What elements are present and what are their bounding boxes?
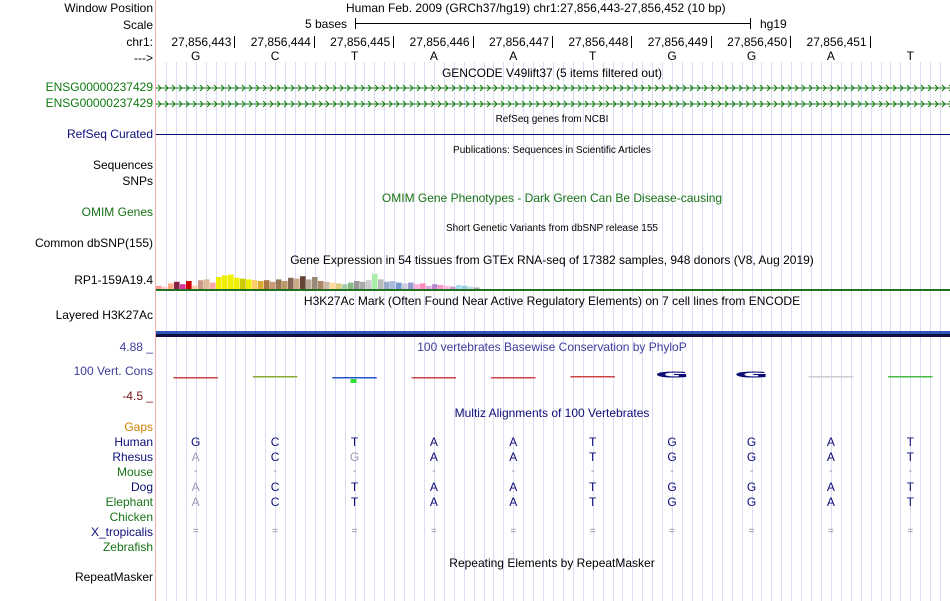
gencode-gene-label-1[interactable]: ENSG00000237429 <box>45 80 153 94</box>
multiz-aligned-base: A <box>509 480 518 494</box>
gtex-tissue-bar <box>336 283 342 289</box>
conservation-score-mark <box>491 377 535 379</box>
ruler-tick <box>552 36 553 48</box>
gtex-tissue-bar <box>384 282 390 289</box>
gtex-tissue-bar <box>402 283 408 289</box>
multiz-aligned-base: A <box>509 435 518 449</box>
gtex-tissue-bar <box>216 277 222 289</box>
multiz-aligned-base: = <box>669 526 676 537</box>
gtex-tissue-bar <box>168 283 174 289</box>
multiz-aligned-base: = <box>907 526 914 537</box>
ruler-position-label: 27,856,449 <box>647 35 708 49</box>
multiz-aligned-base: = <box>272 526 279 537</box>
multiz-aligned-base: T <box>589 435 597 449</box>
gtex-tissue-bar <box>414 284 420 289</box>
multiz-aligned-base: A <box>429 480 438 494</box>
multiz-aligned-base: C <box>270 495 280 509</box>
gtex-tissue-bar <box>396 283 402 289</box>
chrom-label: chr1: <box>126 35 153 49</box>
multiz-aligned-base: A <box>509 450 518 464</box>
gtex-tissue-bar <box>210 283 216 289</box>
multiz-aligned-base: - <box>829 466 833 477</box>
multiz-species-label: Chicken <box>109 510 153 524</box>
multiz-aligned-base: - <box>511 466 515 477</box>
ruler-position-label: 27,856,443 <box>171 35 232 49</box>
multiz-species-label: Elephant <box>105 495 153 509</box>
ruler-base: T <box>589 49 597 63</box>
multiz-aligned-base: A <box>826 495 835 509</box>
gtex-tissue-bar <box>192 286 198 289</box>
multiz-aligned-base: - <box>352 466 357 477</box>
gencode-gene-label-2[interactable]: ENSG00000237429 <box>45 96 153 110</box>
conservation-score-mark <box>888 376 932 378</box>
ruler-base: G <box>667 49 677 63</box>
multiz-aligned-base: = <box>827 526 834 537</box>
conservation-base-glyph: G <box>654 370 690 380</box>
conservation-track-title: 100 vertebrates Basewise Conservation by PhyloP <box>417 340 687 354</box>
scale-bar <box>355 23 751 24</box>
conservation-min-label: -4.5 _ <box>122 389 153 403</box>
omim-track-title: OMIM Gene Phenotypes - Dark Green Can Be Disease-causing <box>381 191 723 205</box>
multiz-aligned-base: A <box>429 435 438 449</box>
ruler-tick <box>393 36 394 48</box>
ruler-base: A <box>429 49 438 63</box>
multiz-aligned-base: T <box>350 480 359 494</box>
gtex-expression-bars[interactable] <box>156 268 950 292</box>
conservation-score-mark <box>253 376 297 378</box>
gencode-gene-features[interactable] <box>156 80 950 110</box>
gtex-tissue-bar <box>456 285 462 289</box>
gtex-tissue-bar <box>306 279 312 289</box>
multiz-species-label: X_tropicalis <box>90 525 153 539</box>
multiz-aligned-base: T <box>906 480 914 494</box>
repeatmasker-track-title: Repeating Elements by RepeatMasker <box>449 556 655 570</box>
gtex-tissue-bar <box>186 281 192 289</box>
ruler-tick <box>234 36 235 48</box>
multiz-aligned-base: C <box>270 435 280 449</box>
gtex-tissue-bar <box>450 287 456 289</box>
gtex-tissue-bar <box>354 281 360 289</box>
ruler-base: A <box>509 49 518 63</box>
gtex-baseline <box>156 289 950 291</box>
gtex-tissue-bar <box>300 276 306 289</box>
ruler-tick <box>870 36 871 48</box>
multiz-aligned-base: C <box>270 480 280 494</box>
gtex-tissue-bar <box>294 279 300 289</box>
multiz-species-label: Mouse <box>116 465 153 479</box>
omim-track-label[interactable]: OMIM Genes <box>81 205 153 219</box>
gtex-tissue-bar <box>264 280 270 289</box>
multiz-aligned-base: T <box>906 450 914 464</box>
refseq-track-label[interactable]: RefSeq Curated <box>66 127 153 141</box>
ruler-base: A <box>826 49 835 63</box>
publications-track-title: Publications: Sequences in Scientific Articles <box>453 145 651 156</box>
gtex-tissue-bar <box>324 282 330 289</box>
gtex-tissue-bar <box>444 286 450 289</box>
scale-text: 5 bases <box>305 17 348 31</box>
multiz-aligned-base: - <box>432 466 436 477</box>
gtex-tissue-bar <box>234 278 240 289</box>
ruler-base: G <box>191 49 201 63</box>
conservation-glyphs[interactable] <box>156 360 950 400</box>
gtex-tissue-bar <box>222 275 228 289</box>
multiz-aligned-base: G <box>746 435 757 449</box>
gtex-tissue-bar <box>474 287 480 289</box>
conservation-score-mark <box>412 377 456 379</box>
ruler-position-label: 27,856,444 <box>250 35 311 49</box>
scale-bar-right-tick <box>750 18 751 29</box>
multiz-gaps-label: Gaps <box>124 420 153 434</box>
multiz-aligned-base: - <box>749 466 754 477</box>
gtex-tissue-bar <box>180 284 186 289</box>
gtex-tissue-bar <box>432 284 438 289</box>
conservation-score-mark <box>332 377 376 379</box>
gtex-tissue-bar <box>330 283 336 289</box>
multiz-aligned-base: T <box>350 435 359 449</box>
conservation-max-label: 4.88 _ <box>119 340 153 354</box>
multiz-aligned-base: T <box>589 450 597 464</box>
gtex-tissue-bar <box>348 283 354 289</box>
refseq-track-title: RefSeq genes from NCBI <box>495 114 609 125</box>
multiz-aligned-base: T <box>589 495 597 509</box>
gtex-tissue-bar <box>342 284 348 289</box>
multiz-aligned-base: - <box>908 466 912 477</box>
ruler-base: C <box>270 49 280 63</box>
multiz-aligned-base: G <box>667 450 677 464</box>
snps-track-label[interactable]: SNPs <box>122 174 153 188</box>
gtex-tissue-bar <box>162 287 168 289</box>
conservation-track-label[interactable]: 100 Vert. Cons <box>73 364 153 378</box>
gtex-tissue-bar <box>246 279 252 289</box>
ruler-base: T <box>350 49 359 63</box>
multiz-aligned-base: = <box>748 526 755 537</box>
multiz-aligned-base: - <box>194 466 198 477</box>
multiz-aligned-base: - <box>670 466 674 477</box>
gtex-gene-label[interactable]: RP1-159A19.4 <box>74 273 153 287</box>
gtex-tissue-bar <box>276 279 282 289</box>
gtex-tissue-bar <box>198 280 204 289</box>
h3k27ac-track-title: H3K27Ac Mark (Often Found Near Active Regulatory Elements) on 7 cell lines from ENCODE <box>303 294 801 308</box>
ruler-position-label: 27,856,445 <box>330 35 391 49</box>
multiz-aligned-base: - <box>273 466 277 477</box>
gtex-tissue-bar <box>318 281 324 289</box>
ruler-position-label: 27,856,446 <box>409 35 470 49</box>
gtex-tissue-bar <box>240 279 246 289</box>
multiz-aligned-base: A <box>429 450 438 464</box>
multiz-aligned-base: A <box>826 435 835 449</box>
ruler-tick <box>473 36 474 48</box>
gtex-tissue-bar <box>468 287 474 289</box>
multiz-aligned-base: A <box>826 450 835 464</box>
multiz-aligned-base: G <box>667 480 677 494</box>
multiz-aligned-base: = <box>192 526 199 537</box>
gtex-tissue-bar <box>288 278 294 289</box>
multiz-aligned-base: G <box>746 450 757 464</box>
ruler-position-label: 27,856,448 <box>568 35 629 49</box>
gtex-tissue-bar <box>426 286 432 289</box>
gtex-tissue-bar <box>252 280 258 289</box>
multiz-aligned-base: G <box>746 495 757 509</box>
conservation-base-glyph: G <box>734 370 769 380</box>
gtex-tissue-bar <box>366 280 372 289</box>
gtex-tissue-bar <box>282 281 288 289</box>
multiz-aligned-base: T <box>906 435 914 449</box>
scale-bar-left-tick <box>355 18 356 29</box>
window-position-label: Window Position <box>64 1 153 15</box>
conservation-score-mark <box>351 379 357 383</box>
gtex-tissue-bar <box>420 283 426 289</box>
gtex-track-title: Gene Expression in 54 tissues from GTEx RNA-seq of 17382 samples, 948 donors (V8, Aug 2019) <box>290 253 814 267</box>
multiz-aligned-base: A <box>509 495 518 509</box>
multiz-aligned-base: = <box>351 526 358 537</box>
gtex-tissue-bar <box>462 286 468 289</box>
multiz-aligned-base: T <box>350 495 359 509</box>
multiz-aligned-base: - <box>591 466 595 477</box>
dbsnp-track-title: Short Genetic Variants from dbSNP release 155 <box>446 223 658 234</box>
multiz-aligned-base: A <box>191 480 200 494</box>
multiz-aligned-base: G <box>667 435 677 449</box>
multiz-aligned-base: A <box>191 495 200 509</box>
gtex-tissue-bar <box>204 279 210 289</box>
multiz-species-label: Zebrafish <box>102 540 153 554</box>
scale-label: Scale <box>122 18 153 32</box>
multiz-aligned-base: A <box>191 450 200 464</box>
multiz-aligned-base: G <box>746 480 757 494</box>
scale-db: hg19 <box>760 17 787 31</box>
conservation-score-mark <box>173 377 217 379</box>
multiz-aligned-base: = <box>430 526 437 537</box>
gtex-tissue-bar <box>174 282 180 289</box>
ruler-base: G <box>746 49 757 63</box>
strand-arrow-label: ---> <box>134 51 153 65</box>
repeatmasker-track-label[interactable]: RepeatMasker <box>74 570 153 584</box>
h3k27ac-signal-band-dark <box>156 334 950 337</box>
gtex-tissue-bar <box>390 281 396 289</box>
multiz-track-title: Multiz Alignments of 100 Vertebrates <box>454 406 650 420</box>
conservation-score-mark <box>570 376 614 378</box>
publications-track-label[interactable]: Sequences <box>92 158 153 172</box>
multiz-aligned-base: A <box>429 495 438 509</box>
gtex-tissue-bar <box>312 277 318 289</box>
multiz-aligned-base: T <box>589 480 597 494</box>
ruler-tick <box>314 36 315 48</box>
gtex-tissue-bar <box>228 275 234 289</box>
ruler-tick <box>711 36 712 48</box>
multiz-aligned-base: = <box>510 526 517 537</box>
window-title: Human Feb. 2009 (GRCh37/hg19) chr1:27,856,443-27,856,452 (10 bp) <box>346 1 726 15</box>
gtex-tissue-bar <box>378 279 384 289</box>
multiz-aligned-base: T <box>906 495 914 509</box>
conservation-score-mark <box>809 376 853 378</box>
refseq-gene-line[interactable] <box>156 134 950 135</box>
ruler-tick <box>790 36 791 48</box>
gencode-strand-arrows <box>156 85 950 107</box>
dbsnp-track-label[interactable]: Common dbSNP(155) <box>34 236 153 250</box>
multiz-aligned-base: = <box>589 526 596 537</box>
ruler-position-label: 27,856,447 <box>488 35 549 49</box>
multiz-aligned-base: G <box>349 450 360 464</box>
gtex-tissue-bar <box>408 283 414 289</box>
multiz-aligned-base: G <box>191 435 201 449</box>
multiz-species-label: Rhesus <box>112 450 153 464</box>
gtex-tissue-bar <box>372 274 378 289</box>
multiz-aligned-base: C <box>270 450 280 464</box>
h3k27ac-track-label[interactable]: Layered H3K27Ac <box>55 308 153 322</box>
gtex-tissue-bar <box>270 282 276 289</box>
multiz-aligned-base: G <box>667 495 677 509</box>
multiz-species-label: Dog <box>130 480 153 494</box>
ruler-position-label: 27,856,451 <box>806 35 867 49</box>
gtex-tissue-bar <box>156 286 162 289</box>
multiz-species-label: Human <box>114 435 153 449</box>
ruler-base: T <box>906 49 914 63</box>
ruler-position-label: 27,856,450 <box>727 35 788 49</box>
multiz-aligned-base: A <box>826 480 835 494</box>
gtex-tissue-bar <box>258 281 264 289</box>
ruler-tick <box>631 36 632 48</box>
gtex-tissue-bar <box>360 282 366 289</box>
gtex-tissue-bar <box>438 285 444 289</box>
gencode-track-title: GENCODE V49lift37 (5 items filtered out) <box>441 66 663 80</box>
